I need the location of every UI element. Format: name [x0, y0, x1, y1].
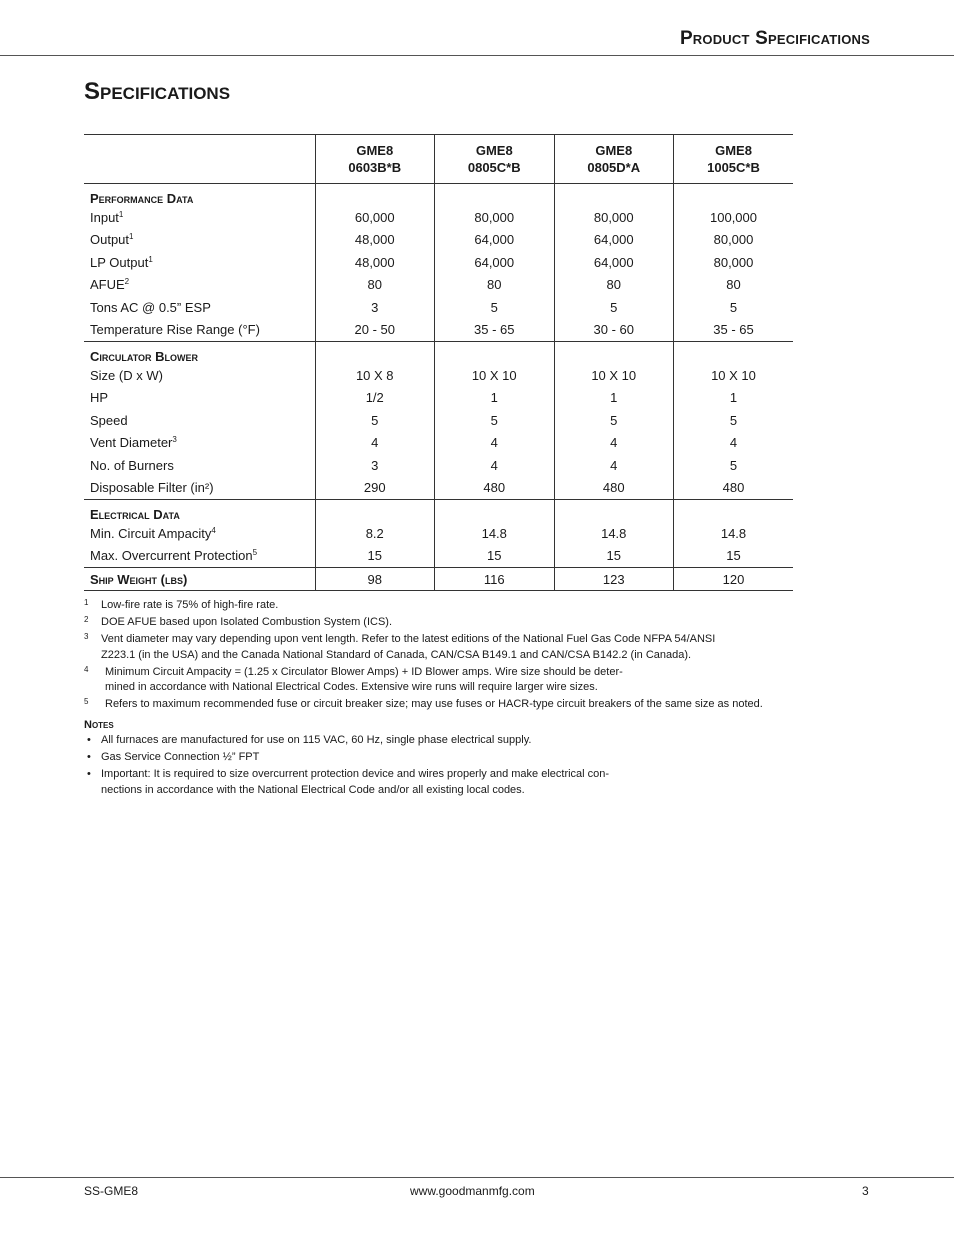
table-group-header-row — [84, 500, 793, 523]
table-cell-value: 5 — [674, 454, 794, 477]
footnote-number: 1 — [84, 598, 89, 607]
table-cell-value: 3 — [315, 454, 435, 477]
table-cell-value: 80 — [674, 274, 794, 297]
table-cell-value: 123 — [554, 568, 674, 591]
row-label-text: Size (D x W) — [90, 367, 163, 383]
table-cell-empty — [674, 500, 794, 523]
table-cell-value: 80 — [435, 274, 555, 297]
table-row — [84, 477, 793, 500]
table-group-header-row — [84, 184, 793, 207]
footnote-ref: 1 — [148, 254, 153, 264]
table-cell-value: 100,000 — [674, 206, 794, 229]
table-row — [84, 522, 793, 545]
table-cell-value: 48,000 — [315, 229, 435, 252]
footnote — [84, 697, 784, 713]
bullet-icon: • — [87, 751, 91, 763]
footnote-text: Vent diameter may vary depending upon vent length. Refer to the latest editions of the National Fuel Gas Code NFPA 54/ANSI — [101, 633, 716, 645]
note-text: Important: It is required to size overcurrent protection device and wires properly and make electrical con- — [101, 768, 610, 780]
table-cell-value: 10 X 10 — [674, 364, 794, 387]
table-cell-value: 5 — [315, 409, 435, 432]
row-label-text: HP — [90, 390, 109, 406]
table-row — [84, 364, 793, 387]
footer-url: www.goodmanmfg.com — [410, 1184, 535, 1198]
table-cell-value: 20 - 50 — [315, 319, 435, 342]
table-row — [84, 206, 793, 229]
table-cell-value: 5 — [554, 409, 674, 432]
footnote-text: Refers to maximum recommended fuse or circuit breaker size; may use fuses or HACR-type circuit breakers of the same size as noted. — [105, 698, 763, 710]
row-label-text: No. of Burners — [90, 457, 174, 473]
table-cell-value: 35 - 65 — [674, 319, 794, 342]
table-cell-value: 4 — [435, 454, 555, 477]
table-row — [84, 545, 793, 568]
table-cell-value: 64,000 — [435, 251, 555, 274]
page-header-title: Product Specifications — [679, 28, 870, 49]
table-cell-value: 15 — [554, 545, 674, 568]
footnote-ref: 3 — [172, 435, 177, 445]
row-label-text: Speed — [90, 412, 128, 428]
column-header-model: GME8 0603B*B — [315, 135, 435, 184]
table-cell-value: 48,000 — [315, 251, 435, 274]
header-divider — [0, 55, 954, 56]
table-cell-value: 14.8 — [674, 522, 794, 545]
table-cell-value: 1 — [435, 387, 555, 410]
row-label-text: Min. Circuit Ampacity — [90, 525, 212, 541]
footnote-number: 2 — [84, 615, 89, 624]
table-cell-value: 10 X 10 — [554, 364, 674, 387]
note-item — [84, 767, 784, 798]
table-row — [84, 319, 793, 342]
footnote-number: 3 — [84, 632, 89, 641]
row-label — [84, 432, 315, 455]
table-cell-value: 8.2 — [315, 522, 435, 545]
table-cell-value: 15 — [674, 545, 794, 568]
row-label-text: Vent Diameter — [90, 435, 173, 451]
footnotes — [84, 598, 784, 800]
column-header-model: GME8 0805D*A — [554, 135, 674, 184]
table-cell-value: 4 — [554, 432, 674, 455]
footnote-number: 5 — [84, 697, 89, 706]
table-cell-value: 5 — [435, 296, 555, 319]
table-cell-empty — [435, 500, 555, 523]
footer-divider — [0, 1177, 954, 1178]
footnote-text: DOE AFUE based upon Isolated Combustion System (ICS). — [101, 616, 393, 628]
table-group-title: Circulator Blower — [90, 349, 199, 364]
row-label — [84, 364, 315, 387]
table-cell-value: 30 - 60 — [554, 319, 674, 342]
table-cell-empty — [554, 342, 674, 365]
footer-page-number: 3 — [862, 1184, 869, 1198]
row-label — [84, 229, 315, 252]
bullet-icon: • — [87, 768, 91, 780]
note-text: Gas Service Connection ½” FPT — [101, 751, 260, 763]
table-row — [84, 454, 793, 477]
table-row — [84, 296, 793, 319]
table-cell-empty — [315, 184, 435, 207]
footnote — [84, 615, 784, 631]
table-cell-value: 1/2 — [315, 387, 435, 410]
table-cell-empty — [435, 342, 555, 365]
table-row — [84, 274, 793, 297]
table-cell-value: 1 — [674, 387, 794, 410]
row-label — [84, 409, 315, 432]
table-cell-value: 5 — [674, 296, 794, 319]
footnote-ref: 5 — [252, 548, 258, 558]
footnote-text: Minimum Circuit Ampacity = (1.25 x Circulator Blower Amps) + ID Blower amps. Wire size should be deter- — [105, 665, 623, 678]
table-cell-value: 98 — [315, 568, 435, 591]
row-label — [84, 477, 315, 500]
row-label-text: Output — [90, 232, 130, 248]
table-cell-value: 80 — [554, 274, 674, 297]
row-label-text: Disposable Filter (in²) — [90, 480, 214, 496]
table-cell-value: 64,000 — [554, 229, 674, 252]
footer-doc-id: SS-GME8 — [84, 1184, 139, 1198]
table-cell-value: 15 — [315, 545, 435, 568]
table-header-blank — [84, 135, 315, 184]
column-header-model: GME8 0805C*B — [435, 135, 555, 184]
row-label — [84, 296, 315, 319]
row-label-text: Input — [90, 209, 119, 225]
row-label — [84, 319, 315, 342]
table-cell-value: 116 — [435, 568, 555, 591]
table-cell-value: 60,000 — [315, 206, 435, 229]
table-cell-empty — [315, 500, 435, 523]
table-cell-empty — [435, 184, 555, 207]
row-label-text: AFUE — [90, 277, 125, 293]
notes-title: Notes — [84, 718, 114, 731]
table-cell-value: 10 X 10 — [435, 364, 555, 387]
table-cell-value: 1 — [554, 387, 674, 410]
table-cell-value: 4 — [554, 454, 674, 477]
table-row — [84, 229, 793, 252]
table-row — [84, 387, 793, 410]
footnote-text: mined in accordance with National Electrical Codes. Extensive wire runs will require larger wire sizes. — [105, 681, 598, 693]
row-label — [84, 387, 315, 410]
table-cell-value: 4 — [315, 432, 435, 455]
table-cell-value: 80,000 — [674, 229, 794, 252]
table-cell-value: 35 - 65 — [435, 319, 555, 342]
table-cell-value: 5 — [554, 296, 674, 319]
table-cell-empty — [674, 342, 794, 365]
table-row — [84, 251, 793, 274]
table-group-title: Performance Data — [90, 191, 194, 206]
specifications-table — [84, 134, 793, 591]
table-cell-empty — [554, 500, 674, 523]
table-cell-value: 64,000 — [435, 229, 555, 252]
table-cell-value: 480 — [554, 477, 674, 500]
table-cell-empty — [315, 342, 435, 365]
footnote — [84, 598, 784, 614]
table-cell-empty — [554, 184, 674, 207]
ship-weight-label: Ship Weight (lbs) — [84, 568, 315, 591]
footnote-ref: 2 — [124, 277, 130, 287]
footnote-text: Low-fire rate is 75% of high-fire rate. — [101, 599, 279, 611]
row-label — [84, 251, 315, 274]
table-cell-value: 5 — [674, 409, 794, 432]
note-item — [84, 750, 784, 766]
row-label — [84, 545, 315, 568]
table-group-header-row — [84, 342, 793, 365]
row-label — [84, 454, 315, 477]
row-label-text: Tons AC @ 0.5” ESP — [90, 299, 211, 315]
row-label-text: LP Output — [90, 254, 149, 270]
bullet-icon: • — [87, 734, 91, 746]
table-cell-value: 120 — [674, 568, 794, 591]
row-label — [84, 274, 315, 297]
table-cell-value: 15 — [435, 545, 555, 568]
table-cell-value: 80,000 — [674, 251, 794, 274]
footnote — [84, 665, 784, 696]
ship-weight-row — [84, 568, 793, 591]
footnote-ref: 4 — [211, 525, 216, 535]
table-cell-value: 14.8 — [554, 522, 674, 545]
note-text: All furnaces are manufactured for use on 115 VAC, 60 Hz, single phase electrical supply. — [101, 734, 532, 746]
table-cell-value: 5 — [435, 409, 555, 432]
table-group-title: Electrical Data — [90, 507, 180, 522]
row-label-text: Max. Overcurrent Protection — [90, 548, 253, 564]
footnote-number: 4 — [84, 664, 89, 674]
note-text: nections in accordance with the National Electrical Code and/or all existing local codes. — [101, 783, 525, 796]
column-header-model: GME8 1005C*B — [674, 135, 794, 184]
table-cell-value: 4 — [674, 432, 794, 455]
table-row — [84, 432, 793, 455]
row-label — [84, 206, 315, 229]
table-cell-value: 80,000 — [435, 206, 555, 229]
table-cell-value: 290 — [315, 477, 435, 500]
table-cell-value: 480 — [435, 477, 555, 500]
table-header-row — [84, 135, 793, 184]
row-label — [84, 522, 315, 545]
table-cell-value: 64,000 — [554, 251, 674, 274]
section-title: Specifications — [84, 78, 231, 105]
table-cell-empty — [674, 184, 794, 207]
table-cell-value: 80 — [315, 274, 435, 297]
row-label-text: Temperature Rise Range (°F) — [90, 322, 260, 338]
footnote-ref: 1 — [118, 209, 124, 219]
table-cell-value: 14.8 — [435, 522, 555, 545]
table-cell-value: 80,000 — [554, 206, 674, 229]
footnote-text: Z223.1 (in the USA) and the Canada National Standard of Canada, CAN/CSA B149.1 and CAN/CSA B142.2 (in Canada). — [101, 648, 692, 661]
table-cell-value: 10 X 8 — [315, 364, 435, 387]
footnote — [84, 632, 784, 663]
table-cell-value: 480 — [674, 477, 794, 500]
footnote-ref: 1 — [129, 232, 134, 242]
table-cell-value: 4 — [435, 432, 555, 455]
note-item — [84, 733, 784, 749]
table-row — [84, 409, 793, 432]
table-cell-value: 3 — [315, 296, 435, 319]
